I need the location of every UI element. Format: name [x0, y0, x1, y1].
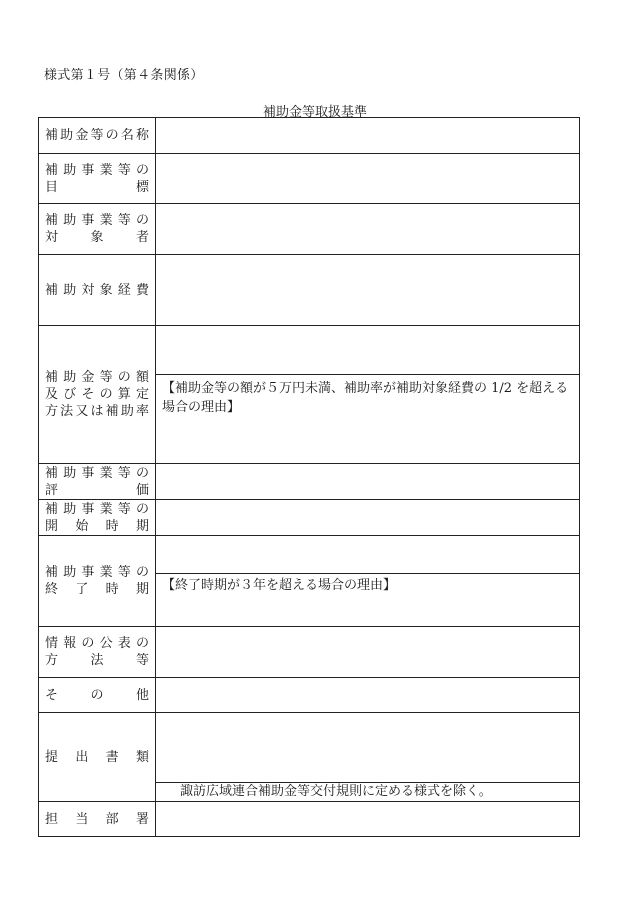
row-start — [39, 500, 580, 536]
label-other: その他 — [39, 678, 156, 713]
field-end[interactable] — [156, 536, 580, 574]
label-target: 補助事業等の 対象者 — [39, 204, 156, 255]
row-disclosure — [39, 627, 580, 678]
label-expenses: 補助対象経費 — [39, 255, 156, 326]
label-amount: 補助金等の額 及びその算定 方法又は補助率 — [39, 326, 156, 464]
row-end-top — [39, 536, 580, 574]
field-subsidy-name[interactable] — [156, 118, 580, 154]
row-documents-top — [39, 713, 580, 783]
documents-note: 諏訪広域連合補助金等交付規則に定める様式を除く。 — [180, 784, 492, 799]
field-purpose[interactable] — [156, 154, 580, 204]
field-other[interactable] — [156, 678, 580, 713]
field-evaluation[interactable] — [156, 464, 580, 500]
row-subsidy-name — [39, 118, 580, 154]
label-documents: 提出書類 — [39, 713, 156, 802]
label-disclosure: 情報の公表の 方法等 — [39, 627, 156, 678]
standards-table — [38, 117, 580, 837]
field-documents-note — [156, 783, 580, 802]
field-disclosure[interactable] — [156, 627, 580, 678]
row-department — [39, 802, 580, 837]
amount-reason-note: 【補助金等の額が５万円未満、補助率が補助対象経費の 1/2 を超える場合の理由】 — [162, 381, 569, 415]
label-department: 担当部署 — [39, 802, 156, 837]
label-evaluation: 補助事業等の 評価 — [39, 464, 156, 500]
field-department[interactable] — [156, 802, 580, 837]
field-start[interactable] — [156, 500, 580, 536]
field-amount-reason[interactable] — [156, 375, 580, 464]
row-amount-top — [39, 326, 580, 375]
field-target[interactable] — [156, 204, 580, 255]
form-number: 様式第１号（第４条関係） — [44, 68, 204, 83]
label-end: 補助事業等の 終了時期 — [39, 536, 156, 627]
row-other — [39, 678, 580, 713]
row-purpose — [39, 154, 580, 204]
row-evaluation — [39, 464, 580, 500]
field-expenses[interactable] — [156, 255, 580, 326]
form-title: 補助金等取扱基準 — [262, 105, 367, 120]
field-amount[interactable] — [156, 326, 580, 375]
row-target — [39, 204, 580, 255]
end-reason-note: 【終了時期が３年を超える場合の理由】 — [162, 578, 397, 593]
label-subsidy-name: 補助金等の名称 — [39, 118, 156, 154]
label-purpose: 補助事業等の 目標 — [39, 154, 156, 204]
label-start: 補助事業等の 開始時期 — [39, 500, 156, 536]
field-documents[interactable] — [156, 713, 580, 783]
row-expenses — [39, 255, 580, 326]
field-end-reason[interactable] — [156, 574, 580, 627]
